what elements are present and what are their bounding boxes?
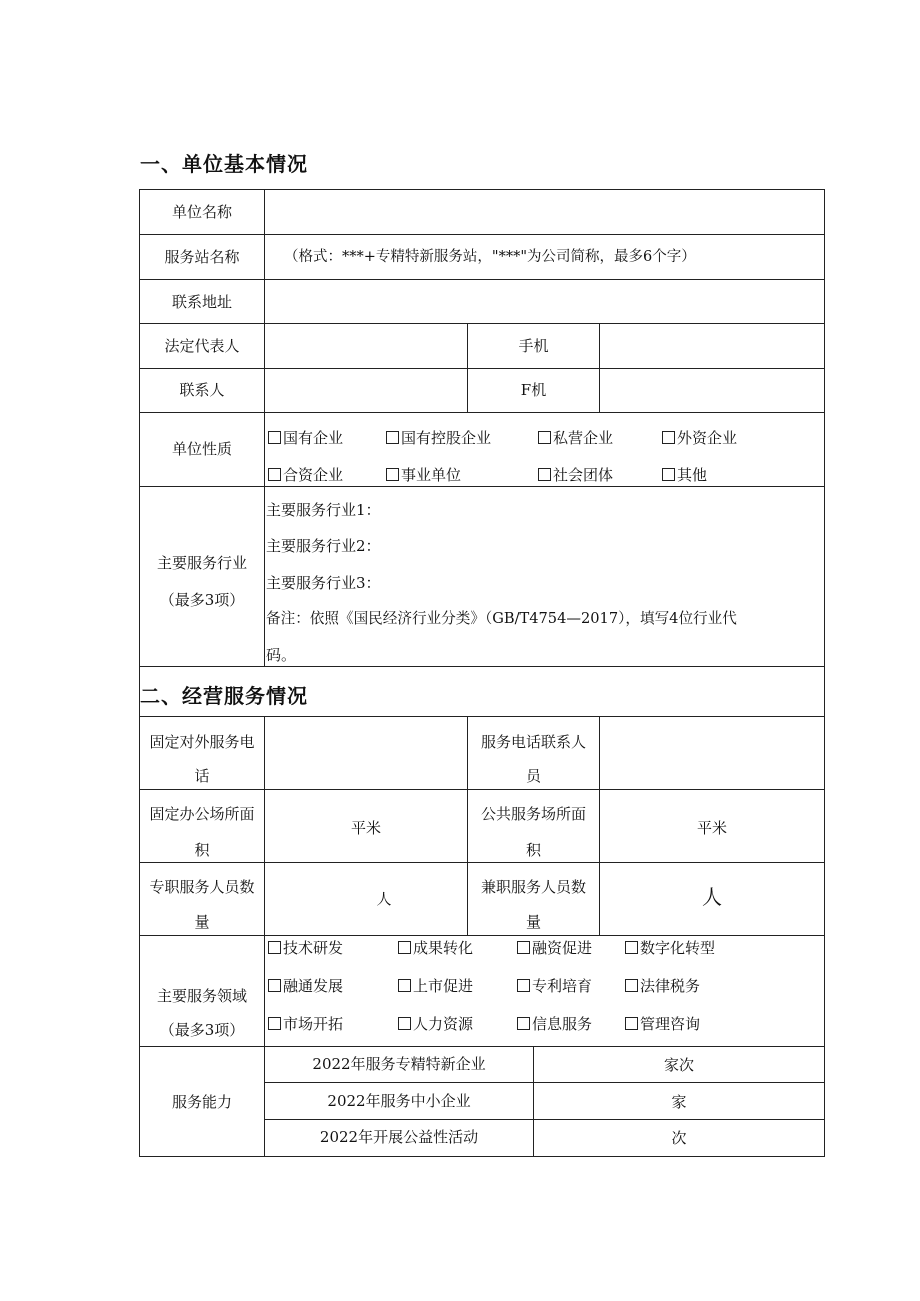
legal-rep-field[interactable]	[266, 326, 466, 366]
checkbox-icon	[625, 941, 638, 954]
domain-option-financing[interactable]: 融资促进	[517, 937, 592, 958]
mobile-label: 手机	[518, 337, 549, 355]
fulltime-staff-label-cont: 量	[194, 913, 210, 931]
checkbox-icon	[268, 941, 281, 954]
checkbox-icon	[268, 431, 281, 444]
industry-note: 备注：依照《国民经济行业分类》（GB/T4754—2017），填写4位行业代	[266, 610, 737, 627]
checkbox-icon	[517, 1017, 530, 1030]
domain-option-digital[interactable]: 数字化转型	[625, 937, 715, 958]
domain-option-listing[interactable]: 上市促进	[398, 975, 473, 996]
capacity-row-label-3: 2022年开展公益性活动	[319, 1128, 479, 1146]
checkbox-icon	[398, 979, 411, 992]
station-name-field[interactable]: （格式：***+专精特新服务站，"***"为公司简称，最多6个字）	[284, 249, 696, 265]
checkbox-icon	[662, 431, 675, 444]
checkbox-icon	[386, 468, 399, 481]
domain-option-info[interactable]: 信息服务	[517, 1013, 592, 1034]
checkbox-icon	[538, 431, 551, 444]
checkbox-icon	[398, 1017, 411, 1030]
industry-field-2[interactable]: 主要服务行业2：	[266, 537, 381, 555]
public-area-label: 公共服务场所面	[480, 805, 586, 823]
industry-note-cont: 码。	[266, 646, 297, 664]
public-area-field[interactable]: 平米	[696, 819, 727, 837]
industry-label: 主要服务行业	[156, 554, 247, 572]
parttime-staff-label: 兼职服务人员数	[480, 878, 586, 896]
domain-option-legal-tax[interactable]: 法律税务	[625, 975, 700, 996]
industry-limit-label: （最多3项）	[159, 591, 245, 609]
industry-field-1[interactable]: 主要服务行业1：	[266, 501, 381, 519]
nature-option-social-group[interactable]: 社会团体	[538, 464, 613, 485]
nature-option-private[interactable]: 私营企业	[538, 427, 613, 448]
domain-option-patent[interactable]: 专利培育	[517, 975, 592, 996]
mobile-field[interactable]	[601, 326, 823, 366]
checkbox-icon	[517, 941, 530, 954]
domain-option-tech-rd[interactable]: 技术研发	[268, 937, 343, 958]
checkbox-icon	[268, 1017, 281, 1030]
domain-option-transfer[interactable]: 成果转化	[398, 937, 473, 958]
checkbox-icon	[625, 979, 638, 992]
office-area-label-cont: 积	[194, 841, 210, 859]
unit-name-label: 单位名称	[171, 203, 232, 221]
checkbox-icon	[517, 979, 530, 992]
domain-option-market[interactable]: 市场开拓	[268, 1013, 343, 1034]
station-name-label: 服务站名称	[164, 248, 240, 266]
capacity-label: 服务能力	[171, 1093, 232, 1111]
checkbox-icon	[662, 468, 675, 481]
nature-option-joint-venture[interactable]: 合资企业	[268, 464, 343, 485]
nature-option-foreign[interactable]: 外资企业	[662, 427, 737, 448]
checkbox-icon	[268, 979, 281, 992]
checkbox-icon	[268, 468, 281, 481]
industry-field-3[interactable]: 主要服务行业3：	[266, 574, 381, 592]
office-area-label: 固定办公场所面	[149, 805, 255, 823]
capacity-row-field-2[interactable]: 家	[671, 1093, 687, 1111]
address-label: 联系地址	[171, 293, 232, 311]
nature-option-state-owned[interactable]: 国有企业	[268, 427, 343, 448]
checkbox-icon	[398, 941, 411, 954]
fixed-phone-label-cont: 话	[194, 767, 210, 785]
parttime-staff-label-cont: 量	[525, 913, 541, 931]
domain-option-consulting[interactable]: 管理咨询	[625, 1013, 700, 1034]
address-field[interactable]	[266, 282, 822, 321]
service-domain-limit-label: （最多3项）	[159, 1021, 245, 1039]
parttime-staff-field[interactable]: 人	[702, 885, 722, 909]
nature-option-public-institution[interactable]: 事业单位	[386, 464, 461, 485]
public-area-label-cont: 积	[525, 841, 541, 859]
checkbox-icon	[386, 431, 399, 444]
fixed-phone-field[interactable]	[266, 719, 466, 788]
checkbox-icon	[538, 468, 551, 481]
phone-field[interactable]	[601, 370, 823, 410]
domain-option-integration[interactable]: 融通发展	[268, 975, 343, 996]
fulltime-staff-field[interactable]: 人	[376, 890, 392, 908]
section-title-basic-info: 一、单位基本情况	[140, 152, 308, 176]
phone-contact-label: 服务电话联系人	[480, 733, 586, 751]
nature-label: 单位性质	[171, 440, 232, 458]
section-title-operations: 二、经营服务情况	[140, 684, 308, 708]
phone-contact-label-cont: 员	[525, 767, 541, 785]
phone-contact-field[interactable]	[601, 719, 823, 788]
nature-option-other[interactable]: 其他	[662, 464, 707, 485]
fixed-phone-label: 固定对外服务电	[149, 733, 255, 751]
phone-label: F机	[520, 381, 547, 399]
checkbox-icon	[625, 1017, 638, 1030]
legal-rep-label: 法定代表人	[164, 337, 240, 355]
capacity-row-field-1[interactable]: 家次	[663, 1056, 694, 1074]
nature-option-state-controlled[interactable]: 国有控股企业	[386, 427, 491, 448]
capacity-row-label-1: 2022年服务专精特新企业	[312, 1055, 486, 1073]
unit-name-field[interactable]	[266, 192, 822, 232]
service-domain-label: 主要服务领域	[156, 987, 247, 1005]
contact-field[interactable]	[266, 370, 466, 410]
domain-option-hr[interactable]: 人力资源	[398, 1013, 473, 1034]
office-area-field[interactable]: 平米	[350, 819, 381, 837]
contact-label: 联系人	[179, 381, 225, 399]
fulltime-staff-label: 专职服务人员数	[149, 878, 255, 896]
capacity-row-label-2: 2022年服务中小企业	[327, 1092, 471, 1110]
capacity-row-field-3[interactable]: 次	[671, 1129, 687, 1147]
